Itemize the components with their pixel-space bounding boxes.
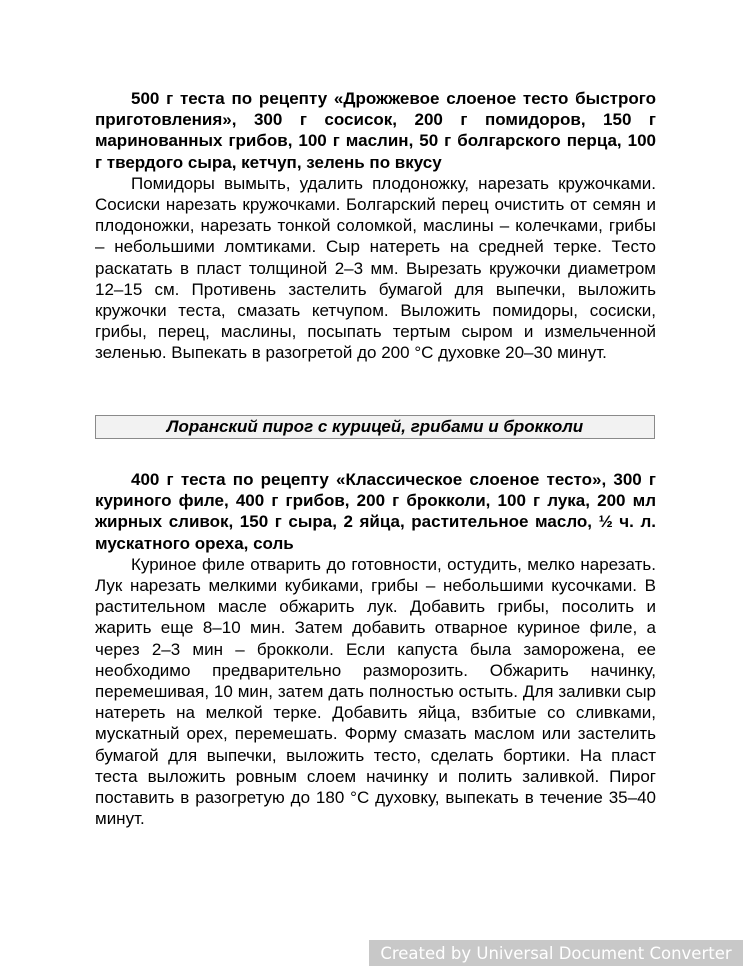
recipe-2-title-box: [95, 415, 655, 439]
recipe-2-ingredients: 400 г теста по рецепту «Классическое слоеное тесто», 300 г куриного филе, 400 г грибов, 200 г брокколи, 100 г лука, 200 мл жирных сливок, 150 г сыра, 2 яйца, растительное масло, ½ ч. л. мускатного ореха, соль: [95, 470, 656, 553]
recipe-1-ingredients: 500 г теста по рецепту «Дрожжевое слоеное тесто быстрого приготовления», 300 г сосисок, 200 г помидоров, 150 г маринованных грибов, 100 г маслин, 50 г болгарского перца, 100 г твердого сыра, кетчуп, зелень по вкусу: [95, 89, 656, 172]
recipe-2: [95, 469, 656, 829]
recipe-2-method: Куриное филе отварить до готовности, остудить, мелко нарезать. Лук нарезать мелкими кубиками, грибы – небольшими кусочками. В растительном масле обжарить лук. Добавить грибы, посолить и жарить еще 8–10 мин. Затем добавить отварное куриное филе, а через 2–3 мин – брокколи. Если капуста была заморожена, ее необходимо предварительно разморозить. Обжарить начинку, перемешивая, 10 мин, затем дать полностью остыть. Для заливки сыр натереть на мелкой терке. Добавить яйца, взбитые со сливками, мускатный орех, перемешать. Форму смазать маслом или застелить бумагой для выпечки, выложить тесто, сделать бортики. На пласт теста выложить ровным слоем начинку и полить заливкой. Пирог поставить в разогретую до 180 °С духовку, выпекать в течение 35–40 минут.: [95, 554, 656, 829]
recipe-2-title: Лоранский пирог с курицей, грибами и брокколи: [166, 417, 584, 436]
recipe-1: [95, 88, 656, 364]
watermark: Created by Universal Document Converter: [369, 940, 743, 966]
recipe-1-method: Помидоры вымыть, удалить плодоножку, нарезать кружочками. Сосиски нарезать кружочками. Болгарский перец очистить от семян и плодоножки, нарезать тонкой соломкой, маслины – колечками, грибы – небольшими ломтиками. Сыр натереть на средней терке. Тесто раскатать в пласт толщиной 2–3 мм. Вырезать кружочки диаметром 12–15 см. Противень застелить бумагой для выпечки, выложить кружочки теста, смазать кетчупом. Выложить помидоры, сосиски, грибы, перец, маслины, посыпать тертым сыром и измельченной зеленью. Выпекать в разогретой до 200 °С духовке 20–30 минут.: [95, 173, 656, 363]
